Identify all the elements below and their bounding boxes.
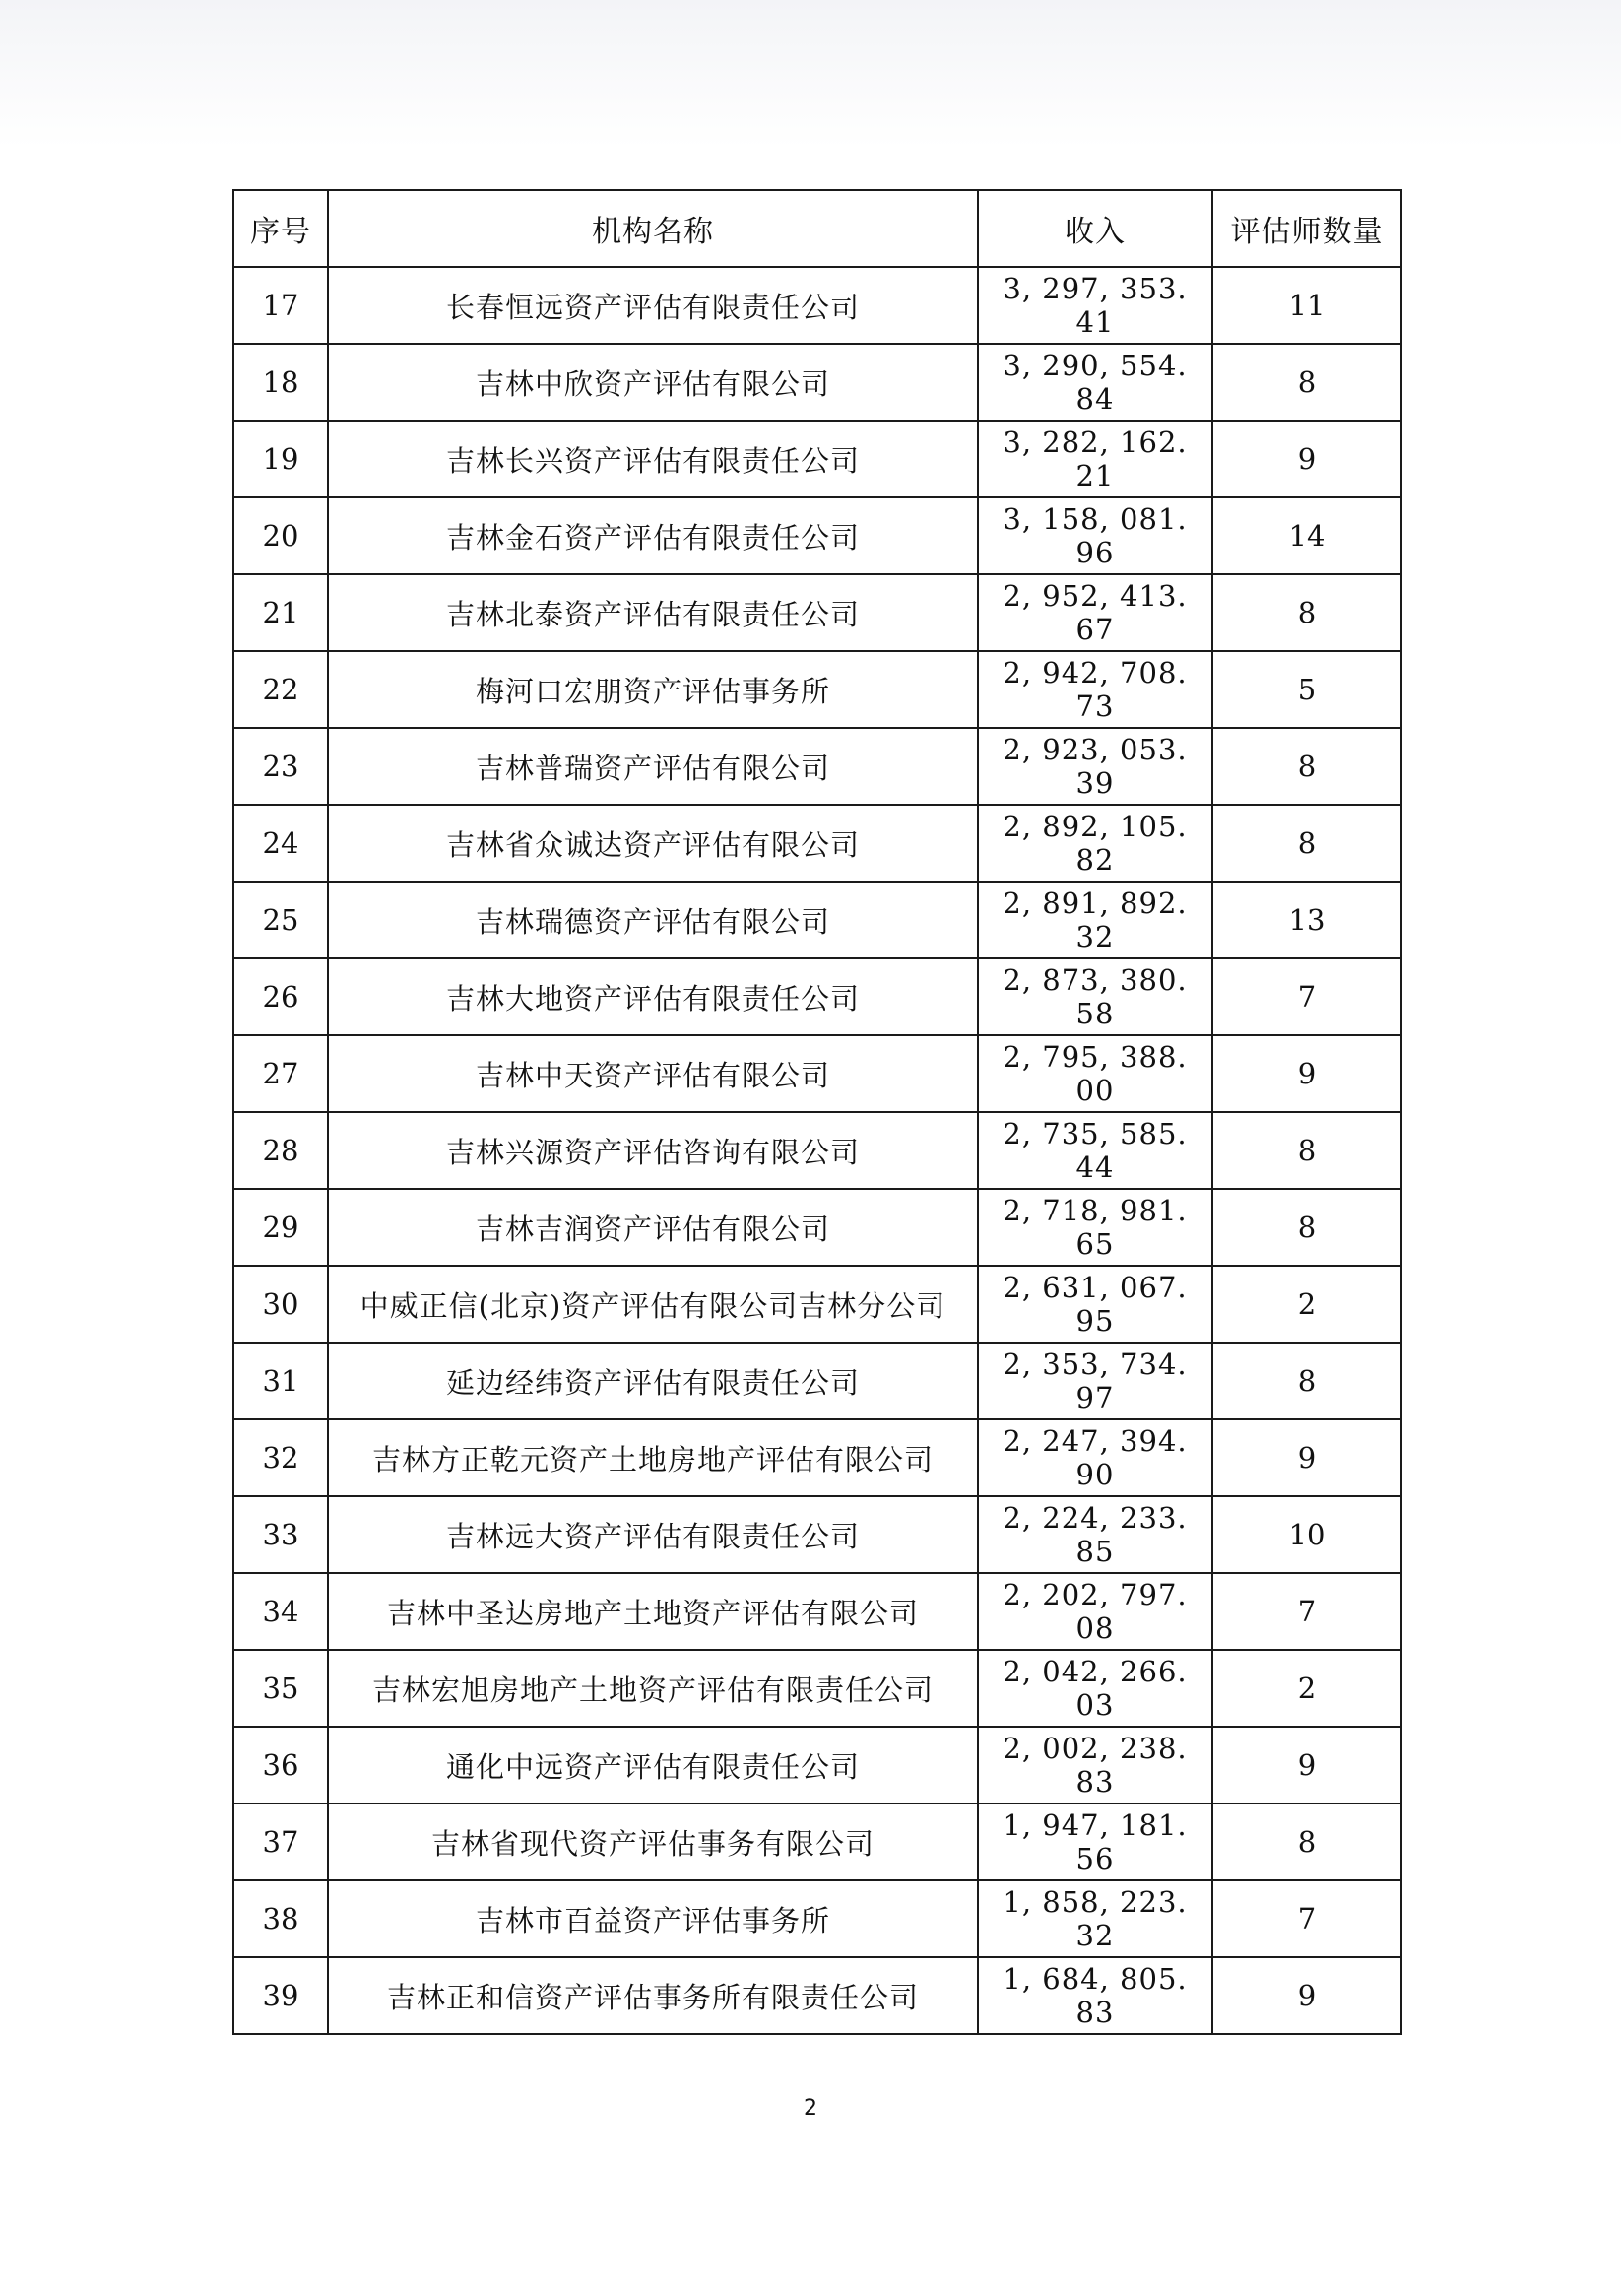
table-row xyxy=(233,267,1401,344)
serial-cell: 35 xyxy=(233,1650,328,1727)
appraiser-count-cell: 9 xyxy=(1212,1727,1401,1804)
table-row xyxy=(233,1804,1401,1880)
header-appraiser-count: 评估师数量 xyxy=(1212,190,1401,267)
table-row xyxy=(233,1880,1401,1957)
table-row xyxy=(233,651,1401,728)
serial-cell: 32 xyxy=(233,1419,328,1496)
serial-cell: 20 xyxy=(233,497,328,574)
table-row xyxy=(233,1727,1401,1804)
appraiser-count-cell: 8 xyxy=(1212,574,1401,651)
header-income: 收入 xyxy=(978,190,1212,267)
table-row xyxy=(233,805,1401,882)
table-row xyxy=(233,1419,1401,1496)
income-cell: 2, 247, 394. 90 xyxy=(978,1419,1212,1496)
income-cell: 2, 202, 797. 08 xyxy=(978,1573,1212,1650)
appraiser-count-cell: 8 xyxy=(1212,344,1401,421)
income-cell: 2, 224, 233. 85 xyxy=(978,1496,1212,1573)
serial-cell: 22 xyxy=(233,651,328,728)
income-cell: 3, 297, 353. 41 xyxy=(978,267,1212,344)
institution-name-cell: 梅河口宏朋资产评估事务所 xyxy=(328,651,978,728)
income-cell: 3, 290, 554. 84 xyxy=(978,344,1212,421)
income-cell: 2, 002, 238. 83 xyxy=(978,1727,1212,1804)
appraiser-count-cell: 8 xyxy=(1212,1189,1401,1266)
table-row xyxy=(233,1189,1401,1266)
institution-name-cell: 中威正信(北京)资产评估有限公司吉林分公司 xyxy=(328,1266,978,1343)
appraiser-count-cell: 8 xyxy=(1212,1804,1401,1880)
table-row xyxy=(233,1650,1401,1727)
income-cell: 2, 892, 105. 82 xyxy=(978,805,1212,882)
appraiser-count-cell: 7 xyxy=(1212,958,1401,1035)
income-cell: 2, 042, 266. 03 xyxy=(978,1650,1212,1727)
table-row xyxy=(233,344,1401,421)
serial-cell: 30 xyxy=(233,1266,328,1343)
serial-cell: 36 xyxy=(233,1727,328,1804)
table-row xyxy=(233,1573,1401,1650)
institution-name-cell: 吉林远大资产评估有限责任公司 xyxy=(328,1496,978,1573)
table-row xyxy=(233,1343,1401,1419)
income-cell: 2, 942, 708. 73 xyxy=(978,651,1212,728)
appraiser-count-cell: 9 xyxy=(1212,1419,1401,1496)
table-body xyxy=(233,267,1401,2034)
institution-table-container xyxy=(232,189,1400,2035)
serial-cell: 17 xyxy=(233,267,328,344)
income-cell: 1, 684, 805. 83 xyxy=(978,1957,1212,2034)
income-cell: 3, 158, 081. 96 xyxy=(978,497,1212,574)
institution-name-cell: 吉林省现代资产评估事务有限公司 xyxy=(328,1804,978,1880)
income-cell: 2, 952, 413. 67 xyxy=(978,574,1212,651)
institution-name-cell: 吉林宏旭房地产土地资产评估有限责任公司 xyxy=(328,1650,978,1727)
appraiser-count-cell: 8 xyxy=(1212,805,1401,882)
appraiser-count-cell: 8 xyxy=(1212,1343,1401,1419)
serial-cell: 28 xyxy=(233,1112,328,1189)
header-serial: 序号 xyxy=(233,190,328,267)
institution-name-cell: 吉林市百益资产评估事务所 xyxy=(328,1880,978,1957)
institution-name-cell: 吉林北泰资产评估有限责任公司 xyxy=(328,574,978,651)
serial-cell: 37 xyxy=(233,1804,328,1880)
institution-name-cell: 吉林中欣资产评估有限公司 xyxy=(328,344,978,421)
appraiser-count-cell: 9 xyxy=(1212,1957,1401,2034)
appraiser-count-cell: 2 xyxy=(1212,1266,1401,1343)
appraiser-count-cell: 8 xyxy=(1212,728,1401,805)
income-cell: 2, 353, 734. 97 xyxy=(978,1343,1212,1419)
income-cell: 2, 923, 053. 39 xyxy=(978,728,1212,805)
institution-name-cell: 吉林方正乾元资产土地房地产评估有限公司 xyxy=(328,1419,978,1496)
appraiser-count-cell: 14 xyxy=(1212,497,1401,574)
appraiser-count-cell: 5 xyxy=(1212,651,1401,728)
institution-name-cell: 吉林瑞德资产评估有限公司 xyxy=(328,882,978,958)
institution-name-cell: 延边经纬资产评估有限责任公司 xyxy=(328,1343,978,1419)
income-cell: 2, 631, 067. 95 xyxy=(978,1266,1212,1343)
appraiser-count-cell: 7 xyxy=(1212,1573,1401,1650)
income-cell: 2, 891, 892. 32 xyxy=(978,882,1212,958)
scan-shade xyxy=(0,0,1621,148)
header-institution-name: 机构名称 xyxy=(328,190,978,267)
table-row xyxy=(233,1266,1401,1343)
serial-cell: 25 xyxy=(233,882,328,958)
institution-name-cell: 长春恒远资产评估有限责任公司 xyxy=(328,267,978,344)
appraiser-count-cell: 7 xyxy=(1212,1880,1401,1957)
serial-cell: 24 xyxy=(233,805,328,882)
income-cell: 2, 873, 380. 58 xyxy=(978,958,1212,1035)
table-row xyxy=(233,1496,1401,1573)
serial-cell: 23 xyxy=(233,728,328,805)
institution-name-cell: 吉林中天资产评估有限公司 xyxy=(328,1035,978,1112)
serial-cell: 31 xyxy=(233,1343,328,1419)
institution-name-cell: 吉林长兴资产评估有限责任公司 xyxy=(328,421,978,497)
table-row xyxy=(233,958,1401,1035)
institution-name-cell: 吉林正和信资产评估事务所有限责任公司 xyxy=(328,1957,978,2034)
table-row xyxy=(233,728,1401,805)
table-row xyxy=(233,497,1401,574)
table-row xyxy=(233,1112,1401,1189)
institution-name-cell: 吉林大地资产评估有限责任公司 xyxy=(328,958,978,1035)
table-row xyxy=(233,882,1401,958)
serial-cell: 21 xyxy=(233,574,328,651)
appraiser-count-cell: 2 xyxy=(1212,1650,1401,1727)
table-header-row xyxy=(233,190,1401,267)
income-cell: 2, 718, 981. 65 xyxy=(978,1189,1212,1266)
serial-cell: 26 xyxy=(233,958,328,1035)
serial-cell: 19 xyxy=(233,421,328,497)
appraiser-count-cell: 8 xyxy=(1212,1112,1401,1189)
table-row xyxy=(233,421,1401,497)
institution-name-cell: 吉林金石资产评估有限责任公司 xyxy=(328,497,978,574)
serial-cell: 18 xyxy=(233,344,328,421)
institution-name-cell: 吉林中圣达房地产土地资产评估有限公司 xyxy=(328,1573,978,1650)
table-row xyxy=(233,1035,1401,1112)
institution-name-cell: 吉林省众诚达资产评估有限公司 xyxy=(328,805,978,882)
institution-table xyxy=(232,189,1402,2035)
serial-cell: 29 xyxy=(233,1189,328,1266)
serial-cell: 38 xyxy=(233,1880,328,1957)
appraiser-count-cell: 9 xyxy=(1212,421,1401,497)
income-cell: 3, 282, 162. 21 xyxy=(978,421,1212,497)
serial-cell: 39 xyxy=(233,1957,328,2034)
page-number: 2 xyxy=(804,2096,817,2121)
income-cell: 1, 947, 181. 56 xyxy=(978,1804,1212,1880)
serial-cell: 27 xyxy=(233,1035,328,1112)
serial-cell: 33 xyxy=(233,1496,328,1573)
appraiser-count-cell: 11 xyxy=(1212,267,1401,344)
institution-name-cell: 通化中远资产评估有限责任公司 xyxy=(328,1727,978,1804)
table-row xyxy=(233,1957,1401,2034)
appraiser-count-cell: 9 xyxy=(1212,1035,1401,1112)
appraiser-count-cell: 10 xyxy=(1212,1496,1401,1573)
appraiser-count-cell: 13 xyxy=(1212,882,1401,958)
serial-cell: 34 xyxy=(233,1573,328,1650)
income-cell: 2, 795, 388. 00 xyxy=(978,1035,1212,1112)
institution-name-cell: 吉林普瑞资产评估有限公司 xyxy=(328,728,978,805)
institution-name-cell: 吉林兴源资产评估咨询有限公司 xyxy=(328,1112,978,1189)
institution-name-cell: 吉林吉润资产评估有限公司 xyxy=(328,1189,978,1266)
income-cell: 2, 735, 585. 44 xyxy=(978,1112,1212,1189)
income-cell: 1, 858, 223. 32 xyxy=(978,1880,1212,1957)
table-row xyxy=(233,574,1401,651)
